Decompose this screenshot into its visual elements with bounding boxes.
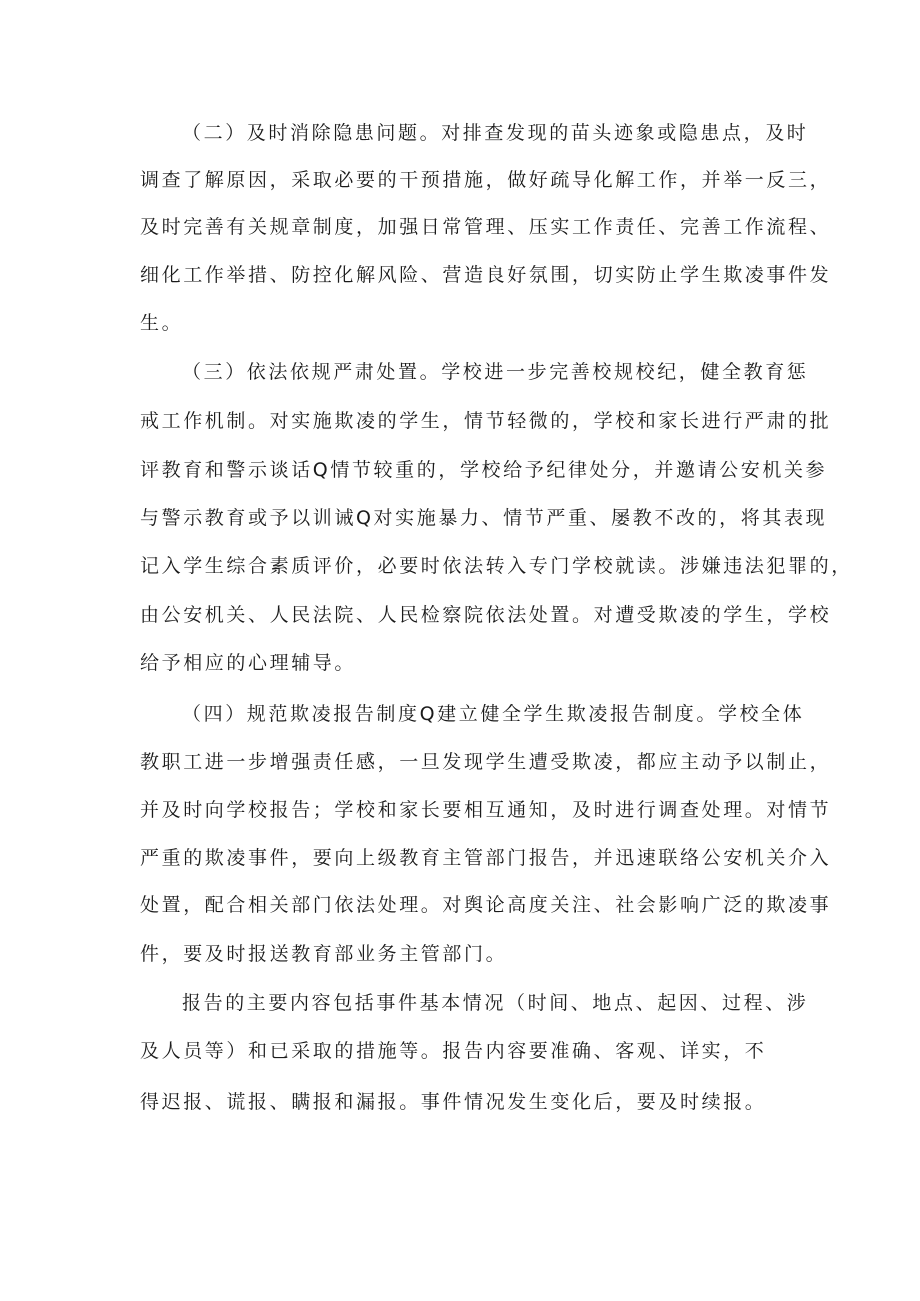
paragraph-line: 并及时向学校报告；学校和家长要相互通知，及时进行调查处理。对情节 (140, 799, 832, 821)
paragraph-line: 严重的欺凌事件，要向上级教育主管部门报告，并迅速联络公安机关介入 (140, 847, 832, 869)
paragraph-line: 生。 (140, 312, 184, 334)
paragraph-line: 由公安机关、人民法院、人民检察院依法处置。对遭受欺凌的学生，学校 (140, 604, 832, 626)
paragraph-line: 给予相应的心理辅导。 (140, 652, 357, 674)
paragraph-line: 及时完善有关规章制度，加强日常管理、压实工作责任、完善工作流程、 (140, 216, 832, 238)
paragraph-line: 得迟报、谎报、瞒报和漏报。事件情况发生变化后，要及时续报。 (140, 1091, 767, 1113)
paragraph-line: 记入学生综合素质评价，必要时依法转入专门学校就读。涉嫌违法犯罪的， (140, 555, 853, 577)
paragraph-line: 调查了解原因，采取必要的干预措施，做好疏导化解工作，并举一反三， (140, 169, 832, 191)
paragraph-line: 戒工作机制。对实施欺凌的学生，情节轻微的，学校和家长进行严肃的批 (140, 410, 832, 432)
paragraph-line: （二）及时消除隐患问题。对排查发现的苗头迹象或隐患点，及时 (182, 122, 809, 144)
paragraph-line: 评教育和警示谈话Q情节较重的，学校给予纪律处分，并邀请公安机关参 (140, 459, 828, 481)
paragraph-line: 处置，配合相关部门依法处理。对舆论高度关注、社会影响广泛的欺凌事 (140, 894, 832, 916)
paragraph-line: 报告的主要内容包括事件基本情况（时间、地点、起因、过程、涉 (182, 992, 809, 1014)
paragraph-line: （四）规范欺凌报告制度Q建立健全学生欺凌报告制度。学校全体 (182, 703, 805, 725)
paragraph-line: 细化工作举措、防控化解风险、营造良好氛围，切实防止学生欺凌事件发 (140, 264, 832, 286)
paragraph-line: 教职工进一步增强责任感，一旦发现学生遭受欺凌，都应主动予以制止， (140, 751, 832, 773)
paragraph-line: （三）依法依规严肃处置。学校进一步完善校规校纪，健全教育惩 (182, 361, 809, 383)
paragraph-line: 与警示教育或予以训诫Q对实施暴力、情节严重、屡教不改的，将其表现 (140, 507, 828, 529)
paragraph-line: 件，要及时报送教育部业务主管部门。 (140, 943, 508, 965)
paragraph-line: 及人员等）和已采取的措施等。报告内容要准确、客观、详实，不 (140, 1040, 767, 1062)
